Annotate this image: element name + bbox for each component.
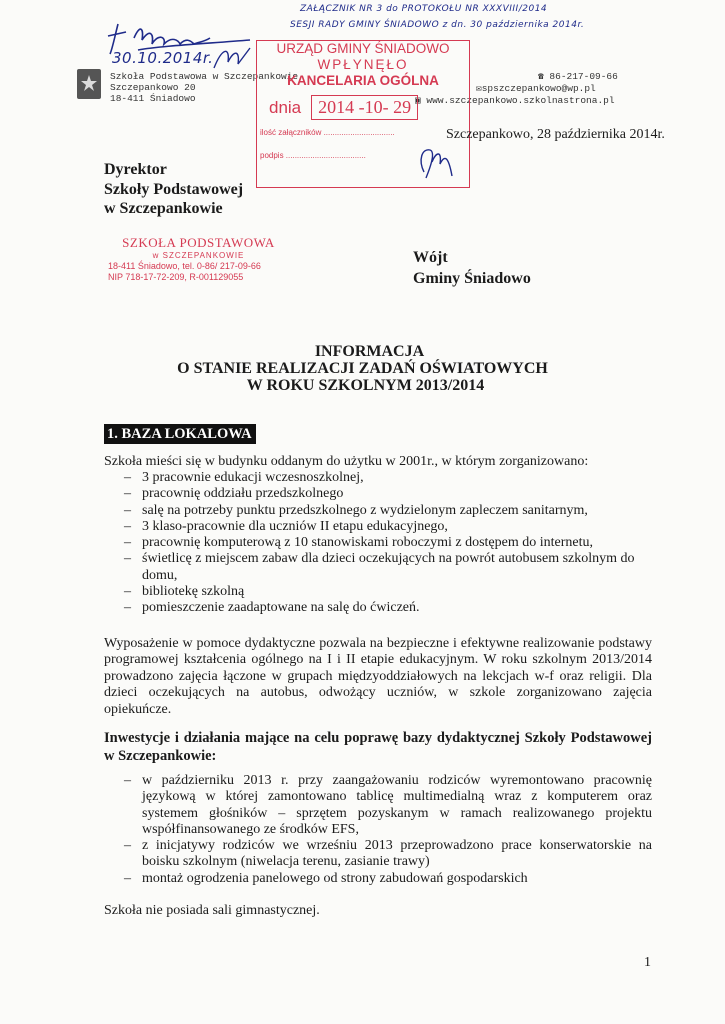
place-date: Szczepankowo, 28 października 2014r. — [446, 127, 665, 142]
annotation-line-2: SESJI RADY GMINY ŚNIADOWO z dn. 30 października 2014r. — [290, 20, 585, 30]
stamp-office-unit: KANCELARIA OGÓLNA — [287, 73, 439, 88]
sender-line-3: w Szczepankowie — [104, 200, 223, 217]
www-text: www.szczepankowo.szkolnastrona.pl — [426, 95, 615, 106]
recipient-line-2: Gminy Śniadowo — [413, 270, 531, 287]
recipient-block — [413, 247, 531, 289]
stamp-office: URZĄD GMINY ŚNIADOWO — [276, 41, 450, 56]
list-item: – pomieszczenie zaadaptowane na salę do ćwiczeń. — [104, 600, 664, 616]
stamp-received: WPŁYNĘŁO — [317, 57, 409, 72]
title-line-2: O STANIE REALIZACJI ZADAŃ OŚWIATOWYCH — [177, 360, 548, 377]
stamp-attachments-label: ilość załączników — [260, 128, 322, 137]
sender-line-1: Dyrektor — [104, 161, 167, 178]
list-item: – 3 klaso-pracownie dla uczniów II etapu edukacyjnego, — [104, 519, 664, 535]
title-line-1: INFORMACJA — [314, 343, 425, 360]
list-item: – pracownię komputerową z 10 stanowiskami roboczymi z dostępem do internetu, — [104, 535, 664, 551]
web-icon: ▣ — [415, 95, 427, 106]
list-item: – montaż ogrodzenia panelowego od strony zabudowań gospodarskich — [104, 871, 652, 887]
school-header-email — [476, 83, 596, 94]
page-number: 1 — [644, 955, 651, 970]
phone-icon: ☎ — [538, 71, 550, 82]
school-header-city: 18-411 Śniadowo — [110, 93, 196, 104]
school-header-name: Szkoła Podstawowa w Szczepankowie — [110, 71, 299, 82]
school-stamp-line-1: SZKOŁA PODSTAWOWA — [122, 235, 275, 250]
initials-scribble-icon — [210, 44, 254, 72]
equipment-paragraph: Wyposażenie w pomoce dydaktyczne pozwala na bezpieczne i efektywne realizowanie podstawy programowej kształcenia ogólnego na I i II etapie edukacyjnym. W roku szkolnym 2013/2014 prowadzono zajęcia łączone w grupach międzyoddziałowych na lekcjach w-f oraz religii. Dla dzieci oczekujących na autobus, odwożący uczniów, w szkole zorganizowano zajęcia opiekuńcze. — [104, 636, 652, 717]
section-1-intro: Szkoła mieści się w budynku oddanym do użytku w 2001r., w którym zorganizowano: — [104, 454, 589, 469]
title-line-3: W ROKU SZKOLNYM 2013/2014 — [246, 377, 485, 394]
stamp-attachments: ilość załączników ................................ — [260, 128, 395, 137]
stamp-date-row — [257, 95, 469, 120]
list-item: – świetlicę z miejscem zabaw dla dzieci oczekujących na powrót autobusem szkolnym do domu, — [104, 551, 664, 584]
school-header-street: Szczepankowo 20 — [110, 82, 196, 93]
closing-sentence: Szkoła nie posiada sali gimnastycznej. — [104, 903, 320, 918]
stamp-signature: podpis .................................... — [260, 151, 366, 160]
annotation-line-1: ZAŁĄCZNIK NR 3 do PROTOKOŁU NR XXXVIII/2014 — [300, 4, 548, 14]
list-item: – z inicjatywy rodziców we wrześniu 2013 przeprowadzono prace konserwatorskie na boisku szkolnym (niwelacja terenu, zasianie trawy) — [104, 838, 652, 871]
school-stamp — [106, 236, 291, 283]
document-title — [0, 343, 725, 394]
investments-list — [104, 773, 652, 887]
school-crest-icon — [77, 69, 101, 99]
stamp-date-label: dnia — [269, 97, 302, 117]
handwritten-date: 30.10.2014r. — [112, 49, 214, 67]
school-stamp-line-2: w SZCZEPANKOWIE — [152, 251, 245, 260]
phone-text: 86-217-09-66 — [549, 71, 618, 82]
school-stamp-line-3: 18-411 Śniadowo, tel. 0-86/ 217-09-66 — [108, 261, 261, 271]
school-header-phone — [538, 71, 618, 82]
recipient-line-1: Wójt — [413, 249, 448, 266]
stamp-signature-label: podpis — [260, 151, 284, 160]
school-stamp-line-4: NIP 718-17-72-209, R-001129055 — [108, 272, 244, 282]
list-item: – pracownię oddziału przedszkolnego — [104, 486, 664, 502]
list-item: – w październiku 2013 r. przy zaangażowaniu rodziców wyremontowano pracownię językową w której zamontowano tablicę multimedialną wraz z komputerem oraz systemem głośników – sprzętem pozyskanym w ramach realizowanego projektu współfinansowanego ze środków EFS, — [104, 773, 652, 838]
list-item: – 3 pracownie edukacji wczesnoszkolnej, — [104, 470, 664, 486]
section-1-heading: 1. BAZA LOKALOWA — [104, 424, 256, 444]
school-crest — [77, 69, 101, 99]
list-item: – bibliotekę szkolną — [104, 584, 664, 600]
stamp-signature-scribble — [414, 142, 458, 191]
sender-block — [104, 160, 243, 219]
investments-heading: Inwestycje i działania mające na celu poprawę bazy dydaktycznej Szkoły Podstawowej w Szczepankowie: — [104, 730, 652, 764]
sender-line-2: Szkoły Podstawowej — [104, 180, 244, 198]
stamp-date-value: 2014 -10- 29 — [311, 95, 418, 120]
facilities-list — [104, 470, 664, 617]
stamp-scribble-icon — [414, 142, 458, 186]
list-item: – salę na potrzeby punktu przedszkolnego z wydzielonym zapleczem sanitarnym, — [104, 503, 664, 519]
email-icon: ✉ — [476, 83, 482, 94]
email-text: spszczepankowo@wp.pl — [481, 83, 596, 94]
